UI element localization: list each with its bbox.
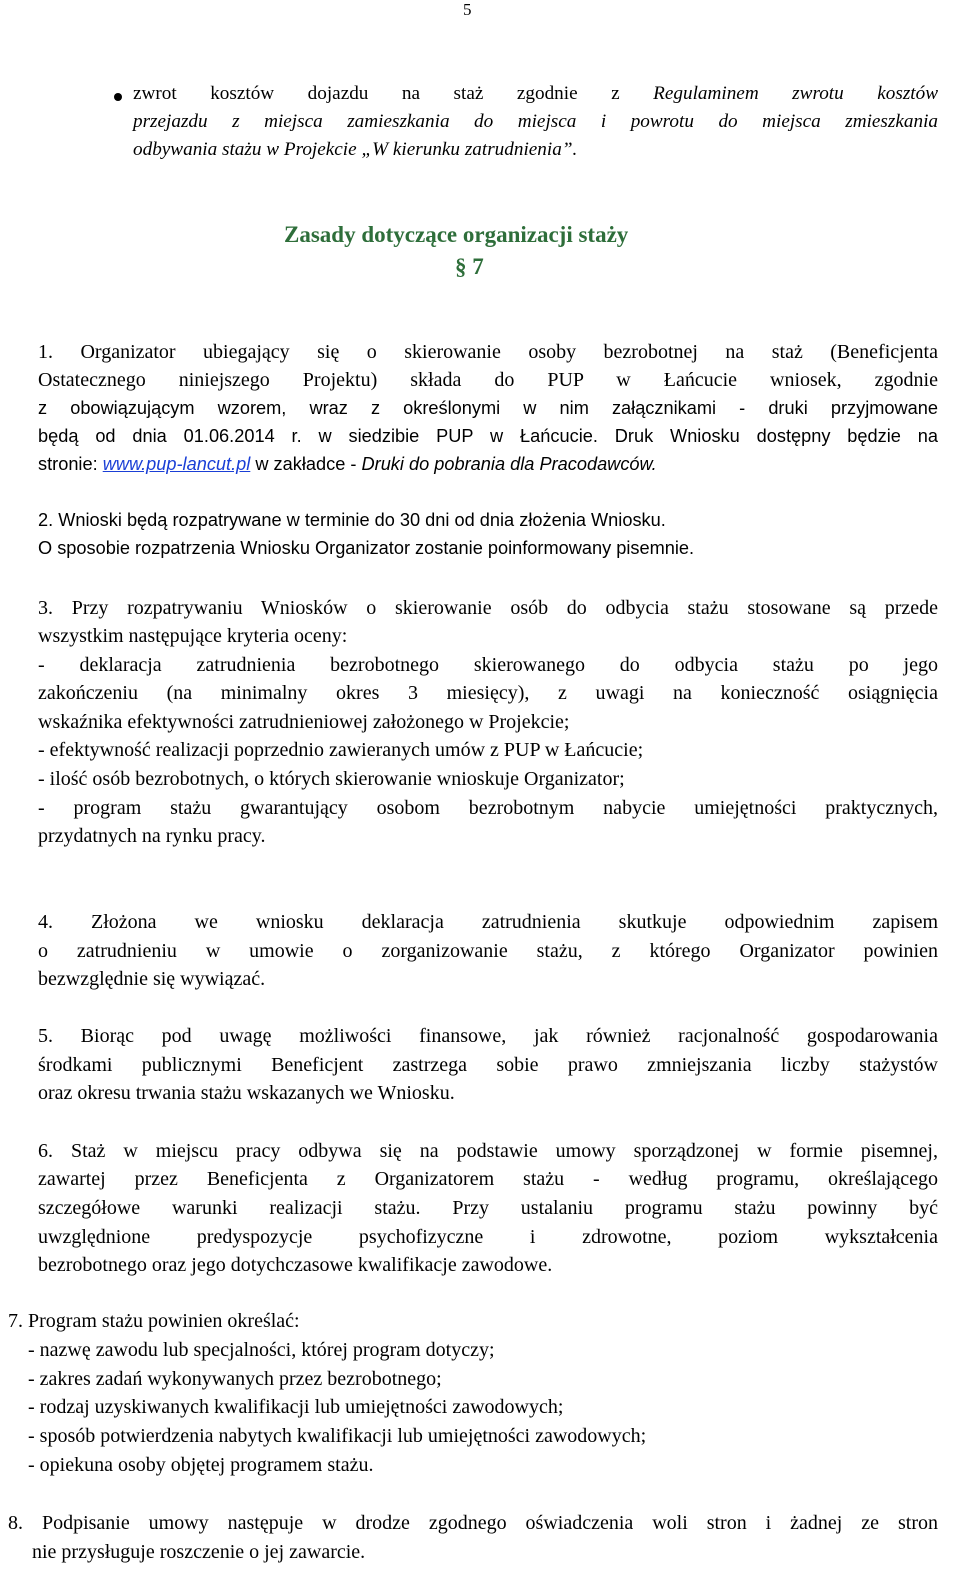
p4-line-3: bezwzględnie się wywiązać. <box>38 968 266 990</box>
p3-line-1: 3. Przy rozpatrywaniu Wniosków o skierowanie osób do odbycia stażu stosowane są przede <box>38 597 938 619</box>
p3-line-2: wszystkim następujące kryteria oceny: <box>38 625 348 647</box>
p3-line-4: zakończeniu (na minimalny okres 3 miesięcy), z uwagi na konieczność osiągnięcia <box>38 682 938 704</box>
p1-line-3: z obowiązującym wzorem, wraz z określonymi w nim załącznikami - druki przyjmowane <box>38 398 938 418</box>
p2-line-1: 2. Wnioski będą rozpatrywane w terminie do 30 dni od dnia złożenia Wniosku. <box>38 510 666 530</box>
p5-line-2: środkami publicznymi Beneficjent zastrzega sobie prawo zmniejszania liczby stażystów <box>38 1054 938 1076</box>
p5-line-3: oraz okresu trwania stażu wskazanych we Wniosku. <box>38 1082 455 1104</box>
regulation-title: Regulaminem zwrotu kosztów <box>653 83 939 104</box>
p3-line-3: - deklaracja zatrudnienia bezrobotnego skierowanego do odbycia stażu po jego <box>38 654 938 676</box>
p7-line-2: - nazwę zawodu lub specjalności, której program dotyczy; <box>28 1339 495 1361</box>
p2-line-2: O sposobie rozpatrzenia Wniosku Organizator zostanie poinformowany pisemnie. <box>38 538 695 558</box>
p6-line-1: 6. Staż w miejscu pracy odbywa się na podstawie umowy sporządzonej w formie pisemnej, <box>38 1140 938 1162</box>
bullet-line-2: przejazdu z miejsca zamieszkania do miejsca i powrotu do miejsca zmieszkania <box>133 111 938 132</box>
p6-line-2: zawartej przez Beneficjenta z Organizatorem stażu - według programu, określającego <box>38 1168 938 1190</box>
p6-line-5: bezrobotnego oraz jego dotychczasowe kwalifikacje zawodowe. <box>38 1254 553 1276</box>
p7-line-4: - rodzaj uzyskiwanych kwalifikacji lub umiejętności zawodowych; <box>28 1396 564 1418</box>
p7-line-1: 7. Program stażu powinien określać: <box>8 1310 300 1332</box>
page-number: 5 <box>463 0 472 19</box>
p6-line-3: szczegółowe warunki realizacji stażu. Przy ustalaniu programu stażu powinny być <box>38 1197 938 1219</box>
p6-line-4: uwzględnione predyspozycje psychofizyczne i zdrowotne, poziom wykształcenia <box>38 1226 938 1248</box>
bullet-dot <box>114 93 122 101</box>
bullet-line-1: zwrot kosztów dojazdu na staż zgodnie z Regulaminem zwrotu kosztów <box>133 83 939 104</box>
p3-line-6: - efektywność realizacji poprzednio zawieranych umów z PUP w Łańcucie; <box>38 739 644 761</box>
p7-line-5: - sposób potwierdzenia nabytych kwalifikacji lub umiejętności zawodowych; <box>28 1425 647 1447</box>
p5-line-1: 5. Biorąc pod uwagę możliwości finansowe, jak również racjonalność gospodarowania <box>38 1025 938 1047</box>
paragraph-mark: § 7 <box>455 254 484 279</box>
p3-line-7: - ilość osób bezrobotnych, o których skierowanie wnioskuje Organizator; <box>38 768 625 790</box>
p4-line-1: 4. Złożona we wniosku deklaracja zatrudnienia skutkuje odpowiednim zapisem <box>38 911 938 933</box>
p1-line-1: 1. Organizator ubiegający się o skierowanie osoby bezrobotnej na staż (Beneficjenta <box>38 341 938 363</box>
p3-line-5: wskaźnika efektywności zatrudnieniowej założonego w Projekcie; <box>38 711 570 733</box>
p1-line-5: stronie: www.pup-lancut.pl w zakładce - Druki do pobrania dla Pracodawców. <box>38 454 657 474</box>
p4-line-2: o zatrudnieniu w umowie o zorganizowanie stażu, z którego Organizator powinien <box>38 940 938 962</box>
p1-line-2: Ostatecznego niniejszego Projektu) składa do PUP w Łańcucie wniosek, zgodnie <box>38 369 938 391</box>
p1-line-4: będą od dnia 01.06.2014 r. w siedzibie PUP w Łańcucie. Druk Wniosku dostępny będzie na <box>38 426 938 446</box>
p8-line-2: nie przysługuje roszczenie o jej zawarcie. <box>32 1541 366 1563</box>
bullet-line-3: odbywania stażu w Projekcie „W kierunku zatrudnienia”. <box>133 139 578 160</box>
p3-line-9: przydatnych na rynku pracy. <box>38 825 266 847</box>
p8-line-1: 8. Podpisanie umowy następuje w drodze zgodnego oświadczenia woli stron i żadnej ze stron <box>8 1512 938 1534</box>
section-heading: Zasady dotyczące organizacji staży <box>284 222 629 247</box>
p3-line-8: - program stażu gwarantujący osobom bezrobotnym nabycie umiejętności praktycznych, <box>38 797 938 819</box>
pup-lancut-link[interactable]: www.pup-lancut.pl <box>102 454 251 474</box>
p7-line-6: - opiekuna osoby objętej programem stażu. <box>28 1454 374 1476</box>
p7-line-3: - zakres zadań wykonywanych przez bezrobotnego; <box>28 1368 442 1390</box>
forms-section-name: Druki do pobrania dla Pracodawców. <box>361 454 657 474</box>
